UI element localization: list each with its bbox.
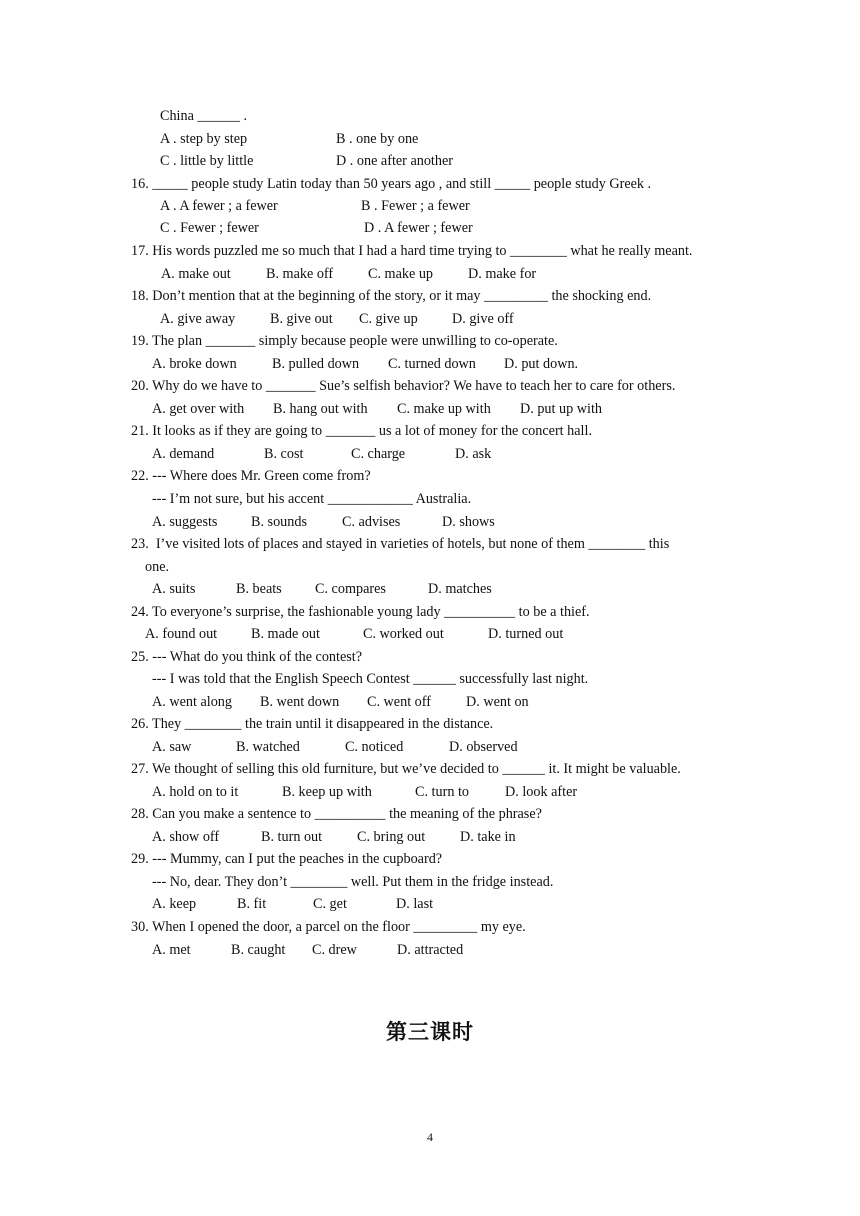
- question-19-stem: 19. The plan _______ simply because people were unwilling to co-operate.: [131, 333, 558, 349]
- question-21-option-d: D. ask: [455, 446, 492, 462]
- question-22-option-d: D. shows: [442, 514, 495, 530]
- question-27-option-b: B. keep up with: [282, 784, 372, 800]
- question-21-option-a: A. demand: [152, 446, 215, 462]
- question-25-option-a: A. went along: [152, 694, 232, 710]
- question-20-option-a: A. get over with: [152, 401, 245, 417]
- question-21-option-c: C. charge: [351, 446, 406, 462]
- question-22-option-a: A. suggests: [152, 514, 218, 530]
- question-24-option-c: C. worked out: [363, 626, 444, 642]
- question-20-option-d: D. put up with: [520, 401, 602, 417]
- question-19-option-d: D. put down.: [504, 356, 579, 372]
- question-17-option-c: C. make up: [368, 266, 434, 282]
- question-25-option-c: C. went off: [367, 694, 431, 710]
- question-18-option-c: C. give up: [359, 311, 418, 327]
- question-18-option-a: A. give away: [160, 311, 236, 327]
- question-15-stem-continuation: China ______ .: [160, 108, 248, 124]
- question-16-option-a: A . A fewer ; a fewer: [160, 198, 278, 214]
- page-number: 4: [427, 1130, 433, 1144]
- section-title: 第三课时: [386, 1020, 474, 1044]
- question-15-option-a: A . step by step: [160, 131, 248, 147]
- question-29-option-a: A. keep: [152, 896, 197, 912]
- question-18-option-d: D. give off: [452, 311, 514, 327]
- question-16-option-c: C . Fewer ; fewer: [160, 220, 259, 236]
- question-16-option-b: B . Fewer ; a fewer: [361, 198, 470, 214]
- question-27-option-c: C. turn to: [415, 784, 469, 800]
- question-20-stem: 20. Why do we have to _______ Sue’s selfish behavior? We have to teach her to care for others.: [131, 378, 676, 394]
- question-17-stem: 17. His words puzzled me so much that I had a hard time trying to ________ what he really meant.: [131, 243, 693, 259]
- question-20-option-b: B. hang out with: [273, 401, 368, 417]
- question-23-stem: 23. I’ve visited lots of places and stayed in varieties of hotels, but none of them ________ this: [131, 536, 670, 552]
- question-28-option-d: D. take in: [460, 829, 516, 845]
- question-26-option-b: B. watched: [236, 739, 300, 755]
- question-22-option-b: B. sounds: [251, 514, 307, 530]
- question-29-option-d: D. last: [396, 896, 434, 912]
- question-26-stem: 26. They ________ the train until it disappeared in the distance.: [131, 716, 494, 732]
- question-27-option-a: A. hold on to it: [152, 784, 239, 800]
- question-27-option-d: D. look after: [505, 784, 578, 800]
- question-24-option-d: D. turned out: [488, 626, 564, 642]
- question-16-option-d: D . A fewer ; fewer: [364, 220, 473, 236]
- question-23-option-b: B. beats: [236, 581, 282, 597]
- question-22-stem: 22. --- Where does Mr. Green come from?: [131, 468, 371, 484]
- question-28-stem: 28. Can you make a sentence to __________ the meaning of the phrase?: [131, 806, 542, 822]
- question-24-stem: 24. To everyone’s surprise, the fashionable young lady __________ to be a thief.: [131, 604, 590, 620]
- question-22-reply: --- I’m not sure, but his accent ____________ Australia.: [152, 491, 472, 507]
- question-25-stem: 25. --- What do you think of the contest?: [131, 649, 363, 665]
- question-17-option-b: B. make off: [266, 266, 334, 282]
- question-23-option-d: D. matches: [428, 581, 492, 597]
- question-28-option-b: B. turn out: [261, 829, 323, 845]
- question-25-reply: --- I was told that the English Speech Contest ______ successfully last night.: [152, 671, 589, 687]
- question-26-option-c: C. noticed: [345, 739, 404, 755]
- question-24-option-b: B. made out: [251, 626, 320, 642]
- question-29-stem: 29. --- Mummy, can I put the peaches in the cupboard?: [131, 851, 443, 867]
- question-29-reply: --- No, dear. They don’t ________ well. Put them in the fridge instead.: [152, 874, 554, 890]
- question-15-option-c: C . little by little: [160, 153, 254, 169]
- question-25-option-b: B. went down: [260, 694, 340, 710]
- question-15-option-d: D . one after another: [336, 153, 453, 169]
- question-29-option-b: B. fit: [237, 896, 267, 912]
- question-30-option-d: D. attracted: [397, 942, 464, 958]
- question-28-option-a: A. show off: [152, 829, 220, 845]
- question-19-option-b: B. pulled down: [272, 356, 360, 372]
- question-25-option-d: D. went on: [466, 694, 529, 710]
- question-28-option-c: C. bring out: [357, 829, 426, 845]
- question-26-option-d: D. observed: [449, 739, 518, 755]
- question-30-option-b: B. caught: [231, 942, 286, 958]
- question-21-option-b: B. cost: [264, 446, 304, 462]
- question-29-option-c: C. get: [313, 896, 347, 912]
- question-26-option-a: A. saw: [152, 739, 192, 755]
- question-17-option-a: A. make out: [161, 266, 231, 282]
- question-24-option-a: A. found out: [145, 626, 218, 642]
- question-18-stem: 18. Don’t mention that at the beginning of the story, or it may _________ the shocking end.: [131, 288, 652, 304]
- question-30-option-a: A. met: [152, 942, 191, 958]
- question-16-stem: 16. _____ people study Latin today than 50 years ago , and still _____ people study Greek .: [131, 176, 652, 192]
- question-22-option-c: C. advises: [342, 514, 401, 530]
- question-15-option-b: B . one by one: [336, 131, 419, 147]
- question-23-stem-continuation: one.: [145, 559, 170, 575]
- question-19-option-a: A. broke down: [152, 356, 237, 372]
- question-19-option-c: C. turned down: [388, 356, 476, 372]
- question-17-option-d: D. make for: [468, 266, 537, 282]
- question-18-option-b: B. give out: [270, 311, 333, 327]
- question-30-stem: 30. When I opened the door, a parcel on the floor _________ my eye.: [131, 919, 526, 935]
- question-27-stem: 27. We thought of selling this old furniture, but we’ve decided to ______ it. It might be valuable.: [131, 761, 681, 777]
- question-21-stem: 21. It looks as if they are going to _______ us a lot of money for the concert hall.: [131, 423, 592, 439]
- question-30-option-c: C. drew: [312, 942, 357, 958]
- question-23-option-a: A. suits: [152, 581, 196, 597]
- question-20-option-c: C. make up with: [397, 401, 491, 417]
- question-23-option-c: C. compares: [315, 581, 386, 597]
